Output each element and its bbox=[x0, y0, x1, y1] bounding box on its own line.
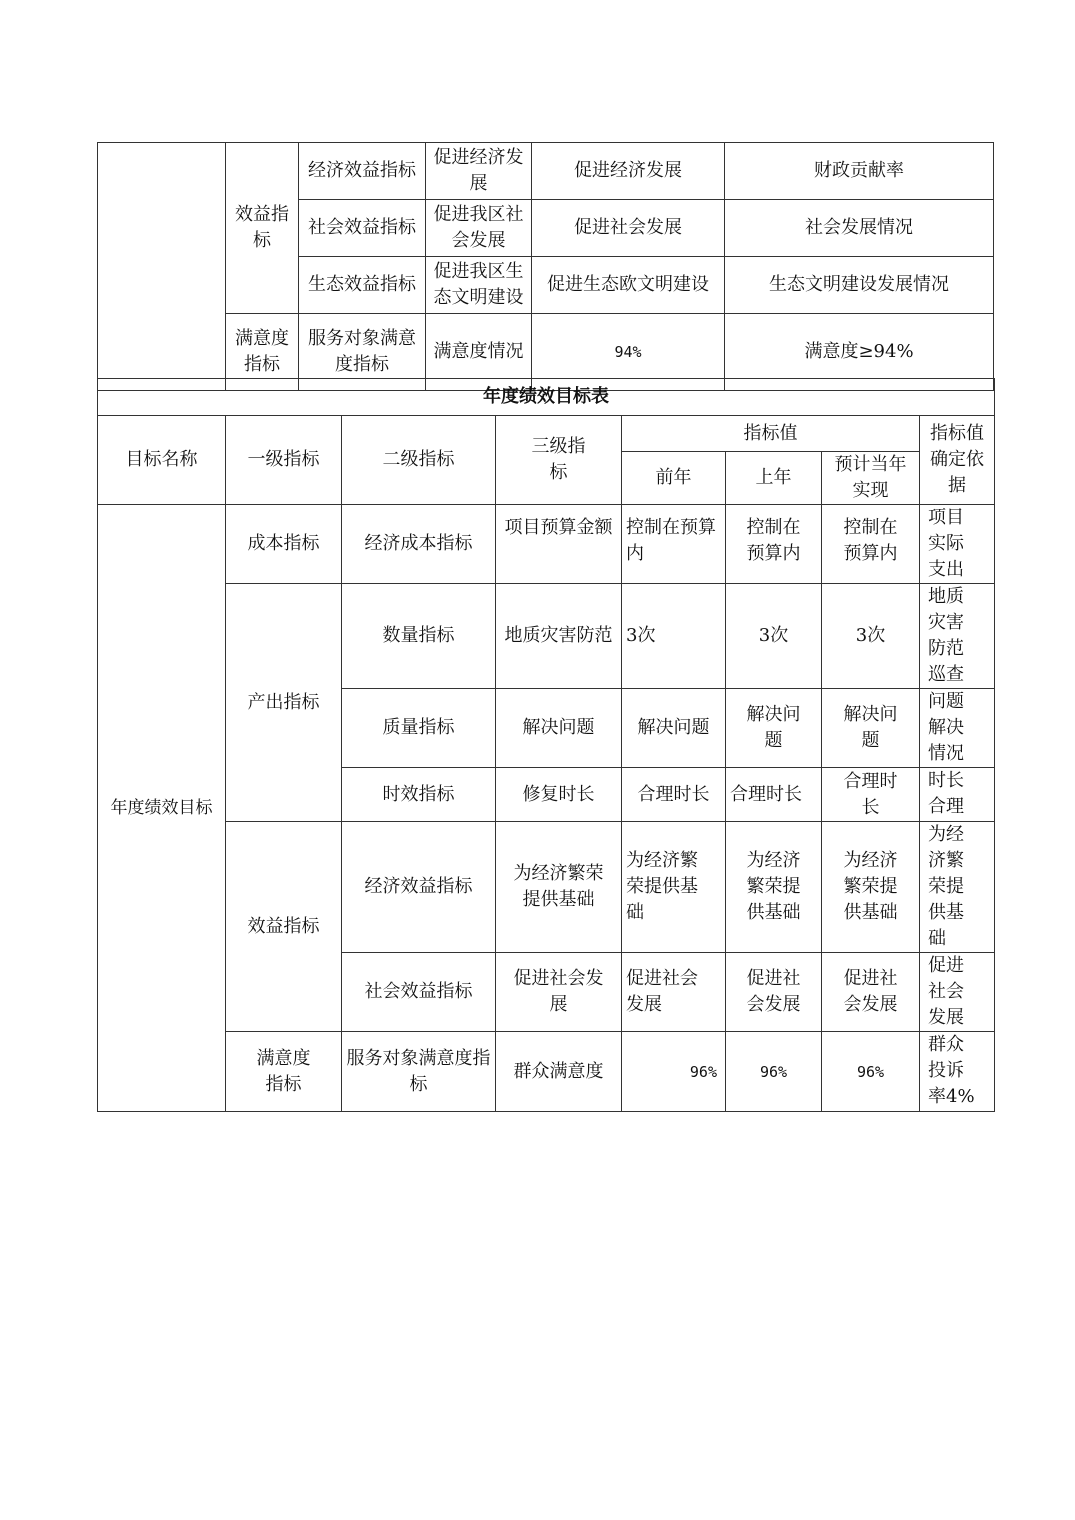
value-cell: 94% bbox=[532, 314, 725, 391]
header-level3: 三级指标 bbox=[496, 416, 622, 505]
level3-cell: 解决问题 bbox=[496, 689, 622, 768]
level3-cell: 为经济繁荣提供基础 bbox=[496, 822, 622, 953]
basis-cell: 地质灾害防范巡查 bbox=[920, 584, 995, 689]
level3-cell: 项目预算金额 bbox=[496, 505, 622, 584]
basis-cell: 问题解决情况 bbox=[920, 689, 995, 768]
level2-cell: 社会效益指标 bbox=[342, 953, 496, 1032]
basis-cell: 为经济繁荣提供基础 bbox=[920, 822, 995, 953]
header-target-name: 目标名称 bbox=[98, 416, 226, 505]
expected-value-cell: 解决问题 bbox=[822, 689, 920, 768]
level2-cell: 经济效益指标 bbox=[342, 822, 496, 953]
level2-cell: 时效指标 bbox=[342, 768, 496, 822]
value-cell: 促进社会发展 bbox=[532, 200, 725, 257]
satisfaction-group-label: 满意度指标 bbox=[226, 1032, 342, 1112]
basis-cell: 促进社会发展 bbox=[920, 953, 995, 1032]
header-level1: 一级指标 bbox=[226, 416, 342, 505]
prev-value-cell: 合理时长 bbox=[622, 768, 726, 822]
basis-cell: 生态文明建设发展情况 bbox=[725, 257, 994, 314]
level3-cell: 促进社会发展 bbox=[496, 953, 622, 1032]
level2-cell: 经济成本指标 bbox=[342, 505, 496, 584]
expected-value-cell: 3次 bbox=[822, 584, 920, 689]
benefit-group-label: 效益指标 bbox=[226, 143, 299, 314]
last-value-cell: 96% bbox=[726, 1032, 822, 1112]
prev-value-cell: 为经济繁荣提供基础 bbox=[622, 822, 726, 953]
last-value-cell: 合理时长 bbox=[726, 768, 822, 822]
header-last-year: 上年 bbox=[726, 452, 822, 505]
expected-value-cell: 为经济繁荣提供基础 bbox=[822, 822, 920, 953]
value-cell: 促进生态欧文明建设 bbox=[532, 257, 725, 314]
output-group-label: 产出指标 bbox=[226, 584, 342, 822]
last-value-cell: 3次 bbox=[726, 584, 822, 689]
basis-cell: 社会发展情况 bbox=[725, 200, 994, 257]
last-value-cell: 为经济繁荣提供基础 bbox=[726, 822, 822, 953]
basis-cell: 群众投诉率4% bbox=[920, 1032, 995, 1112]
benefit-continuation-table bbox=[97, 142, 994, 391]
basis-cell: 财政贡献率 bbox=[725, 143, 994, 200]
prev-value-cell: 促进社会发展 bbox=[622, 953, 726, 1032]
level3-cell: 促进我区社会发展 bbox=[426, 200, 532, 257]
level2-cell: 生态效益指标 bbox=[299, 257, 426, 314]
last-value-cell: 解决问题 bbox=[726, 689, 822, 768]
level2-cell: 数量指标 bbox=[342, 584, 496, 689]
benefit-group-label: 效益指标 bbox=[226, 822, 342, 1032]
basis-cell: 时长合理 bbox=[920, 768, 995, 822]
prev-value-cell: 3次 bbox=[622, 584, 726, 689]
annual-performance-table bbox=[97, 378, 995, 1112]
level3-cell: 群众满意度 bbox=[496, 1032, 622, 1112]
table-title: 年度绩效目标表 bbox=[98, 379, 995, 416]
prev-value-cell: 96% bbox=[622, 1032, 726, 1112]
level2-cell: 社会效益指标 bbox=[299, 200, 426, 257]
blank-target-cell bbox=[98, 143, 226, 391]
expected-value-cell: 96% bbox=[822, 1032, 920, 1112]
level2-cell: 服务对象满意度指标 bbox=[299, 314, 426, 391]
header-basis: 指标值确定依据 bbox=[920, 416, 995, 505]
target-name-cell: 年度绩效目标 bbox=[98, 505, 226, 1112]
value-cell: 促进经济发展 bbox=[532, 143, 725, 200]
basis-cell: 满意度≥94% bbox=[725, 314, 994, 391]
expected-value-cell: 合理时长 bbox=[822, 768, 920, 822]
level3-cell: 修复时长 bbox=[496, 768, 622, 822]
level3-cell: 促进我区生态文明建设 bbox=[426, 257, 532, 314]
header-index-value: 指标值 bbox=[622, 416, 920, 452]
basis-cell: 项目实际支出 bbox=[920, 505, 995, 584]
header-prev-year: 前年 bbox=[622, 452, 726, 505]
last-value-cell: 促进社会发展 bbox=[726, 953, 822, 1032]
header-level2: 二级指标 bbox=[342, 416, 496, 505]
expected-value-cell: 促进社会发展 bbox=[822, 953, 920, 1032]
prev-value-cell: 控制在预算内 bbox=[622, 505, 726, 584]
level3-cell: 促进经济发展 bbox=[426, 143, 532, 200]
level2-cell: 质量指标 bbox=[342, 689, 496, 768]
level3-cell: 地质灾害防范 bbox=[496, 584, 622, 689]
level2-cell: 服务对象满意度指标 bbox=[342, 1032, 496, 1112]
satisfaction-group-label: 满意度指标 bbox=[226, 314, 299, 391]
last-value-cell: 控制在预算内 bbox=[726, 505, 822, 584]
level2-cell: 经济效益指标 bbox=[299, 143, 426, 200]
expected-value-cell: 控制在预算内 bbox=[822, 505, 920, 584]
prev-value-cell: 解决问题 bbox=[622, 689, 726, 768]
level3-cell: 满意度情况 bbox=[426, 314, 532, 391]
header-expected: 预计当年实现 bbox=[822, 452, 920, 505]
cost-group-label: 成本指标 bbox=[226, 505, 342, 584]
